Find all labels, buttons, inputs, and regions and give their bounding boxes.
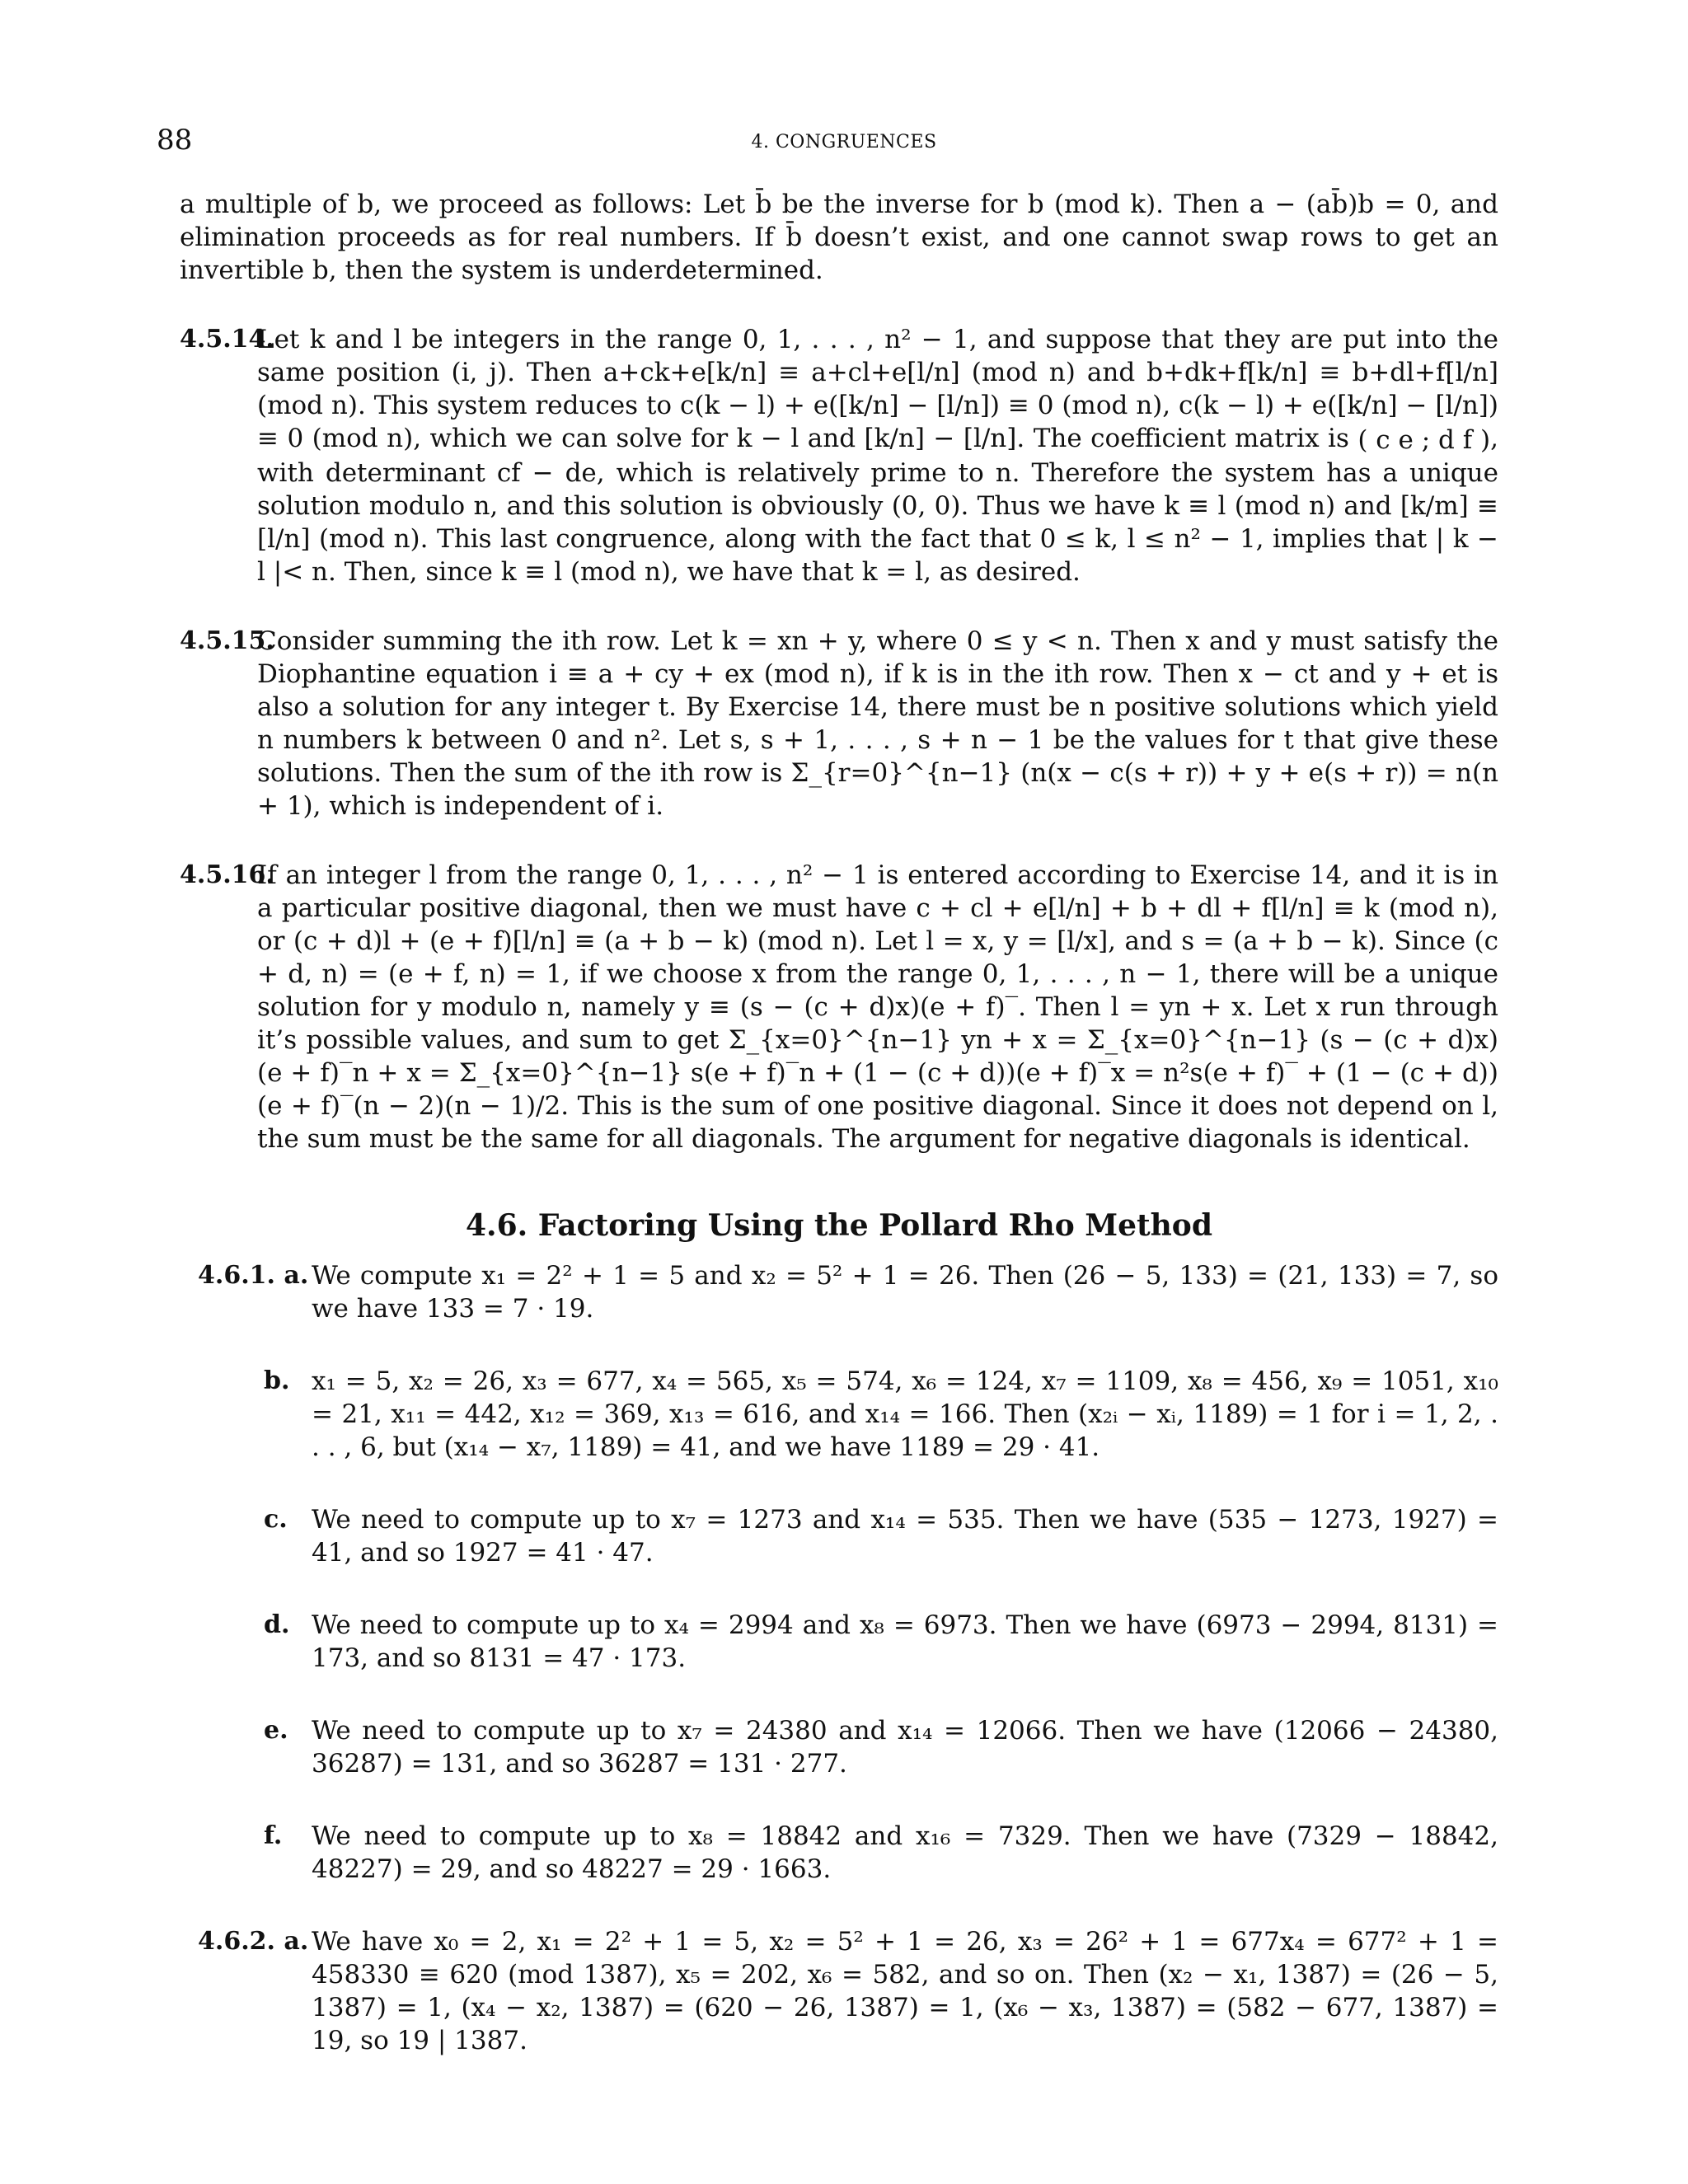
solution-4-6-1-e <box>180 1714 1498 1780</box>
solution-text: We have x₀ = 2, x₁ = 2² + 1 = 5, x₂ = 5² + 1 = 26, x₃ = 26² + 1 = 677x₄ = 677² + 1 = 458330 ≡ 620 (mod 1387), x₅ = 202, x₆ = 582, and so on. Then (x₂ − x₁, 1387) = (26 − 5, 1387) = 1, (x₄ − x₂, 1387) = (620 − 26, 1387) = 1, (x₆ − x₃, 1387) = (582 − 677, 1387) = 19, so 19 | 1387. <box>312 1926 1498 2055</box>
running-head: 4. CONGRUENCES <box>751 132 937 152</box>
solution-text: We need to compute up to x₇ = 24380 and x₁₄ = 12066. Then we have (12066 − 24380, 36287) = 131, and so 36287 = 131 · 277. <box>312 1715 1498 1779</box>
solution-4-6-1-c <box>180 1503 1498 1569</box>
solution-4-6-1-d <box>180 1609 1498 1675</box>
section-title: 4.6. Factoring Using the Pollard Rho Method <box>466 1207 1212 1243</box>
page-content <box>180 188 1498 2057</box>
solution-text: We need to compute up to x₈ = 18842 and x₁₆ = 7329. Then we have (7329 − 18842, 48227) = 29, and so 48227 = 29 · 1663. <box>312 1821 1498 1884</box>
solution-text: We need to compute up to x₄ = 2994 and x₈ = 6973. Then we have (6973 − 2994, 8131) = 173, and so 8131 = 47 · 173. <box>312 1610 1498 1673</box>
intro-paragraph: a multiple of b, we proceed as follows: Let b̄ be the inverse for b (mod k). Then a − (ab̄)b = 0, and elimination proceeds as for real numbers. If b̄ doesn’t exist, and one cannot swap rows to get an invertible b, then the system is underdetermined. <box>180 190 1498 285</box>
exercise-number: 4.5.15. <box>180 626 274 655</box>
solution-text: We need to compute up to x₇ = 1273 and x₁₄ = 535. Then we have (535 − 1273, 1927) = 41, and so 1927 = 41 · 47. <box>312 1504 1498 1568</box>
exercise-number: 4.5.16. <box>180 860 274 889</box>
exercise-4-5-16 <box>180 859 1498 1155</box>
exercise-text <box>180 323 1498 588</box>
exercise-4-5-14 <box>180 323 1498 588</box>
solution-label: f. <box>264 1821 283 1850</box>
solution-label: 4.6.1. a. <box>198 1260 309 1290</box>
solution-text: x₁ = 5, x₂ = 26, x₃ = 677, x₄ = 565, x₅ = 574, x₆ = 124, x₇ = 1109, x₈ = 456, x₉ = 1051, x₁₀ = 21, x₁₁ = 442, x₁₂ = 369, x₁₃ = 616, and x₁₄ = 166. Then (x₂ᵢ − xᵢ, 1189) = 1 for i = 1, 2, . . . , 6, but (x₁₄ − x₇, 1189) = 41, and we have 1189 = 29 · 41. <box>312 1366 1498 1462</box>
exercise-text: If an integer l from the range 0, 1, . . . , n² − 1 is entered according to Exercise 14, and it is in a particular positive diagonal, then we must have c + cl + e[l/n] + b + dl + f[l/n] ≡ k (mod n), or (c + d)l + (e + f)[l/n] ≡ (a + b − k) (mod n). Let l = x, y = [l/x], and s = (a + b − k). Since (c + d, n) = (e + f, n) = 1, if we choose x from the range 0, 1, . . . , n − 1, there will be a unique solution for y modulo n, namely y ≡ (s − (c + d)x)(e + f)‾. Then l = yn + x. Let x run through it’s possible values, and sum to get Σ_{x=0}^{n−1} yn + x = Σ_{x=0}^{n−1} (s − (c + d)x)(e + f)‾n + x = Σ_{x=0}^{n−1} s(e + f)‾n + (1 − (c + d))(e + f)‾x = n²s(e + f)‾ + (1 − (c + d))(e + f)‾(n − 2)(n − 1)/2. This is the sum of one positive diagonal. Since it does not depend on l, the sum must be the same for all diagonals. The argument for negative diagonals is identical. <box>257 860 1498 1154</box>
solution-text: We compute x₁ = 2² + 1 = 5 and x₂ = 5² + 1 = 26. Then (26 − 5, 133) = (21, 133) = 7, so we have 133 = 7 · 19. <box>312 1260 1498 1324</box>
solution-label: d. <box>264 1610 290 1639</box>
solution-4-6-2-a <box>180 1925 1498 2057</box>
exercise-number: 4.5.14. <box>180 325 274 354</box>
solution-label: e. <box>264 1715 288 1745</box>
exercise-text-part1: Let k and l be integers in the range 0, 1, . . . , n² − 1, and suppose that they are put into the same position (i, j). Then a+ck+e[k/n] ≡ a+cl+e[l/n] (mod n) and b+dk+f[k/n] ≡ b+dl+f[l/n] (mod n). This system reduces to c(k − l) + e([k/n] − [l/n]) ≡ 0 (mod n), c(k − l) + e([k/n] − [l/n]) ≡ 0 (mod n), which we can solve for k − l and [k/n] − [l/n]. The coefficient matrix is <box>257 325 1498 453</box>
exercise-text-part2: , with determinant cf − de, which is relatively prime to n. Therefore the system has a unique solution modulo n, and this solution is obviously (0, 0). Thus we have k ≡ l (mod n) and [k/m] ≡ [l/n] (mod n). This last congruence, along with the fact that 0 ≤ k, l ≤ n² − 1, implies that | k − l |< n. Then, since k ≡ l (mod n), we have that k = l, as desired. <box>257 424 1498 587</box>
solution-label: 4.6.2. a. <box>198 1926 309 1956</box>
exercise-text: Consider summing the ith row. Let k = xn + y, where 0 ≤ y < n. Then x and y must satisfy the Diophantine equation i ≡ a + cy + ex (mod n), if k is in the ith row. Then x − ct and y + et is also a solution for any integer t. By Exercise 14, there must be n positive solutions which yield n numbers k between 0 and n². Let s, s + 1, . . . , s + n − 1 be the values for t that give these solutions. Then the sum of the ith row is Σ_{r=0}^{n−1} (n(x − c(s + r)) + y + e(s + r)) = n(n + 1), which is independent of i. <box>257 626 1498 821</box>
solution-4-6-1-b <box>180 1365 1498 1464</box>
exercise-4-5-15 <box>180 625 1498 823</box>
page-number: 88 <box>157 124 193 157</box>
solution-4-6-1-f <box>180 1820 1498 1886</box>
solution-4-6-1-a <box>180 1259 1498 1325</box>
solution-label: c. <box>264 1504 288 1534</box>
coefficient-matrix: ( c e ; d f ) <box>1357 424 1491 455</box>
solution-label: b. <box>264 1366 290 1395</box>
